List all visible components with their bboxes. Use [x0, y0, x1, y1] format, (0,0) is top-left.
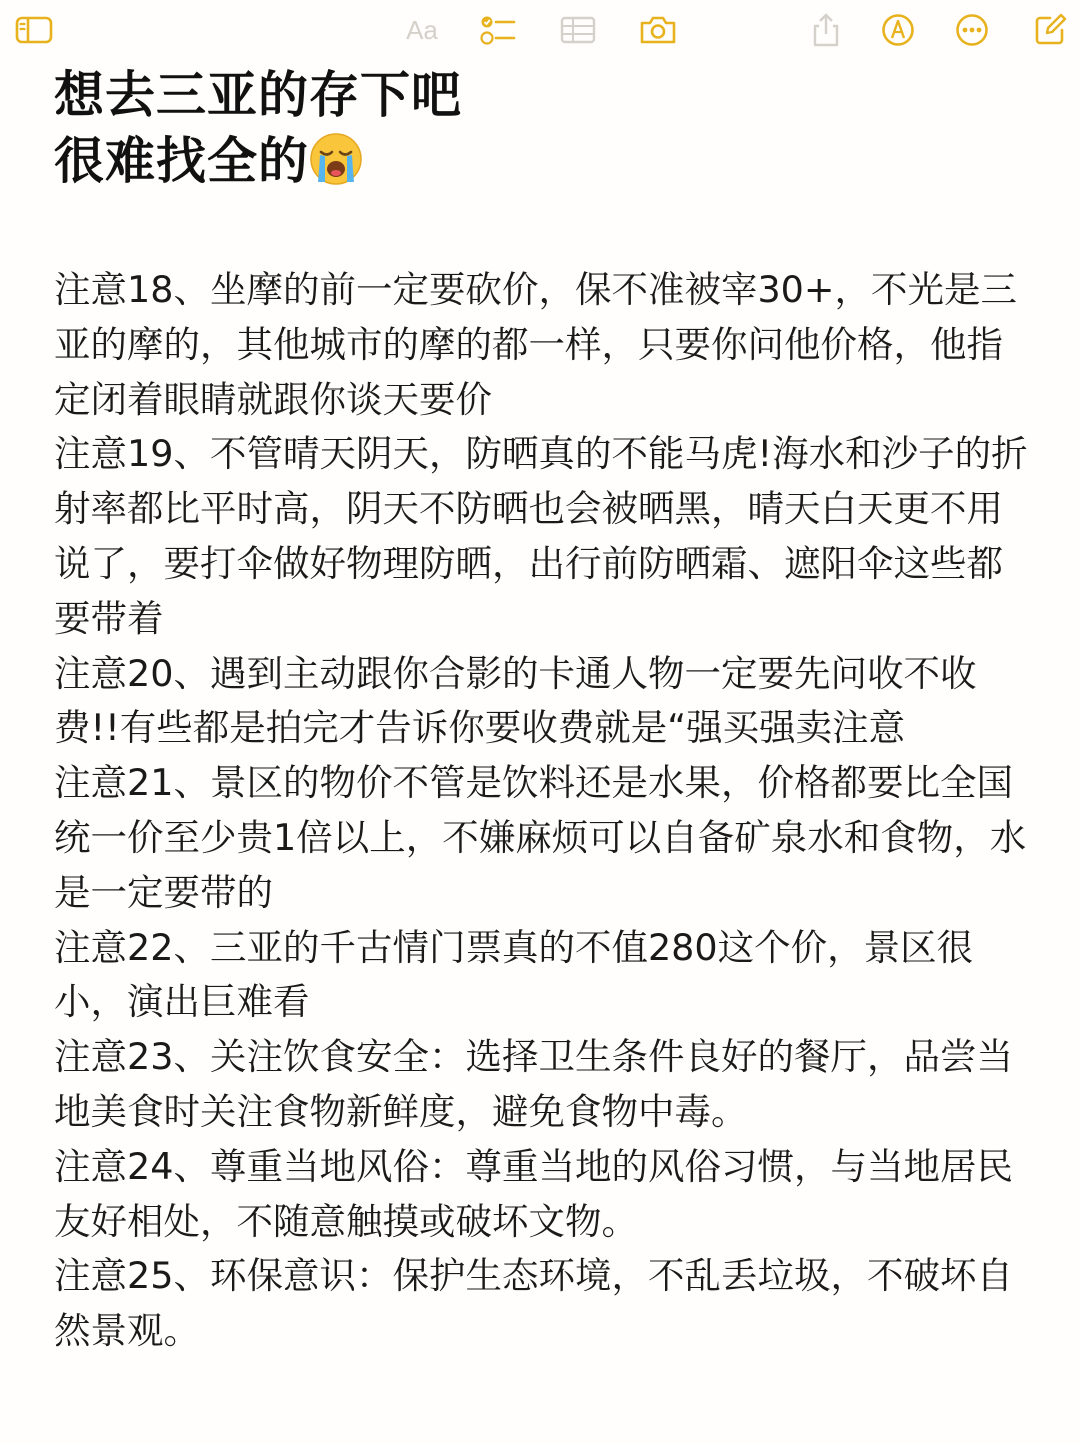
note-title[interactable]: [54, 62, 462, 194]
note-item-19: 注意19、不管晴天阴天，防晒真的不能马虎!海水和沙子的折射率都比平时高，阴天不防晒也会被晒黑，晴天白天更不用说了，要打伞做好物理防晒，出行前防晒霜、遮阳伞这些都要带着: [54, 432, 1028, 640]
checklist-icon[interactable]: [478, 12, 518, 48]
table-icon: [558, 12, 598, 48]
note-item-22: 注意22、三亚的千古情门票真的不值280这个价，景区很小，演出巨难看: [54, 925, 974, 1024]
note-item-23: 注意23、关注饮食安全：选择卫生条件良好的餐厅，品尝当地美食时关注食物新鲜度，避免食物中毒。: [54, 1035, 1013, 1133]
note-item-18: 注意18、坐摩的前一定要砍价，保不准被宰30+，不光是三亚的摩的，其他城市的摩的都一样，只要你问他价格，他指定闭着眼睛就跟你谈天要价: [54, 268, 1017, 421]
note-title-line-2-text: 很难找全的: [54, 132, 309, 190]
share-icon: [806, 12, 846, 48]
loudly-crying-face-icon: [309, 132, 363, 186]
notes-toolbar: [0, 0, 1080, 60]
markup-pen-icon[interactable]: [878, 12, 918, 48]
camera-icon[interactable]: [638, 12, 678, 48]
compose-icon[interactable]: [1030, 12, 1070, 48]
note-body[interactable]: [54, 263, 1034, 1359]
note-item-21: 注意21、景区的物价不管是饮料还是水果，价格都要比全国统一价至少贵1倍以上，不嫌麻烦可以自备矿泉水和食物，水是一定要带的: [54, 761, 1027, 914]
note-title-line-1: 想去三亚的存下吧: [54, 66, 462, 124]
note-item-25: 注意25、环保意识：保护生态环境，不乱丢垃圾，不破坏自然景观。: [54, 1254, 1013, 1353]
format-text-icon[interactable]: Aa: [406, 15, 438, 45]
note-title-line-2: [54, 128, 462, 194]
sidebar-icon[interactable]: [14, 12, 54, 48]
note-item-20: 注意20、遇到主动跟你合影的卡通人物一定要先问收不收费!!有些都是拍完才告诉你要收费就是“强买强卖注意: [54, 651, 977, 750]
note-item-24: 注意24、尊重当地风俗：尊重当地的风俗习惯，与当地居民友好相处，不随意触摸或破坏文物。: [54, 1144, 1013, 1243]
more-icon[interactable]: [952, 12, 992, 48]
